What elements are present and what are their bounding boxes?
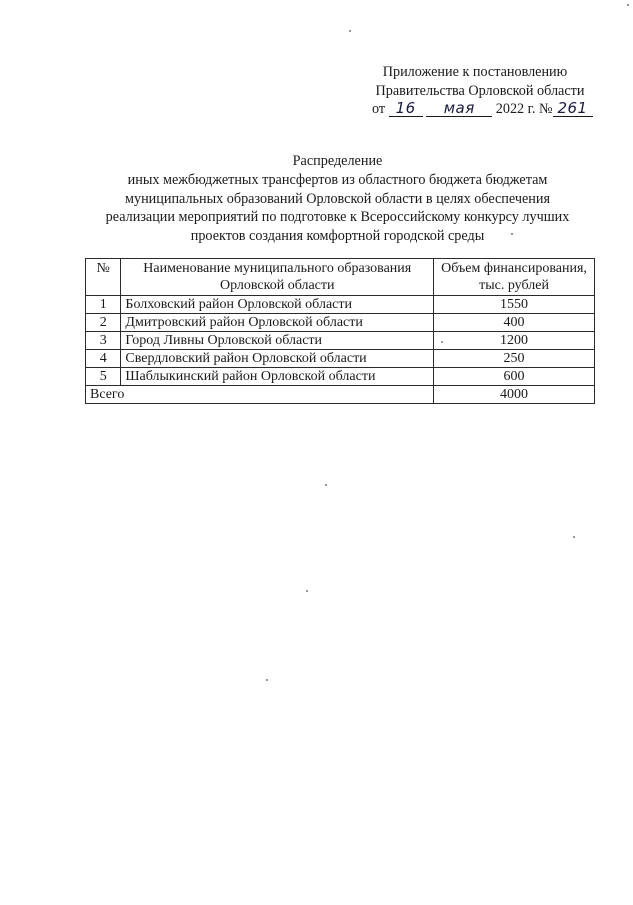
table-header-row (86, 259, 595, 296)
row-amount: 1550 (434, 296, 595, 314)
document-title (60, 152, 615, 246)
row-name: Болховский район Орловской области (121, 296, 434, 314)
scan-speck (573, 536, 575, 538)
row-amount: 250 (434, 350, 595, 368)
date-year: 2022 г. № (495, 101, 553, 117)
scan-speck (441, 341, 443, 343)
row-num: 2 (86, 314, 121, 332)
row-num: 4 (86, 350, 121, 368)
scan-speck (349, 30, 351, 32)
table-row (86, 368, 595, 386)
header-num: № (86, 259, 121, 296)
date-prefix: от (372, 101, 386, 117)
attachment-line-2: Правительства Орловской области (375, 82, 585, 99)
row-amount: 1200 (434, 332, 595, 350)
title-line-4: реализации мероприятий по подготовке к Всероссийскому конкурсу лучших (105, 209, 570, 226)
table-total-row (86, 386, 595, 404)
handwritten-day: 16 (389, 101, 423, 117)
title-line-1: Распределение (292, 153, 383, 169)
handwritten-doc-number: 261 (553, 101, 593, 117)
attachment-date-line (350, 100, 600, 119)
scan-speck (306, 590, 308, 592)
header-amount: Объем финансирования, тыс. рублей (434, 259, 595, 296)
scan-speck (325, 484, 327, 486)
attachment-line-1: Приложение к постановлению (382, 64, 568, 80)
handwritten-month: мая (426, 101, 492, 117)
table-row (86, 350, 595, 368)
row-amount: 600 (434, 368, 595, 386)
row-name: Шаблыкинский район Орловской области (121, 368, 434, 386)
total-amount: 4000 (434, 386, 595, 404)
row-name: Дмитровский район Орловской области (121, 314, 434, 332)
scan-speck (511, 233, 513, 235)
scan-speck (266, 679, 268, 681)
row-num: 5 (86, 368, 121, 386)
table-row (86, 314, 595, 332)
row-num: 3 (86, 332, 121, 350)
header-name: Наименование муниципального образования Орловской области (121, 259, 434, 296)
funding-table (85, 258, 595, 404)
table-row (86, 296, 595, 314)
title-line-5: проектов создания комфортной городской среды (190, 228, 485, 245)
title-line-3: муниципальных образований Орловской области в целях обеспечения (125, 190, 550, 207)
total-label: Всего (86, 386, 434, 404)
row-name: Город Ливны Орловской области (121, 332, 434, 350)
scan-speck (627, 4, 629, 6)
attachment-header (350, 63, 600, 119)
row-name: Свердловский район Орловской области (121, 350, 434, 368)
row-amount: 400 (434, 314, 595, 332)
row-num: 1 (86, 296, 121, 314)
table-row (86, 332, 595, 350)
title-line-2: иных межбюджетных трансфертов из областного бюджета бюджетам (127, 171, 548, 188)
